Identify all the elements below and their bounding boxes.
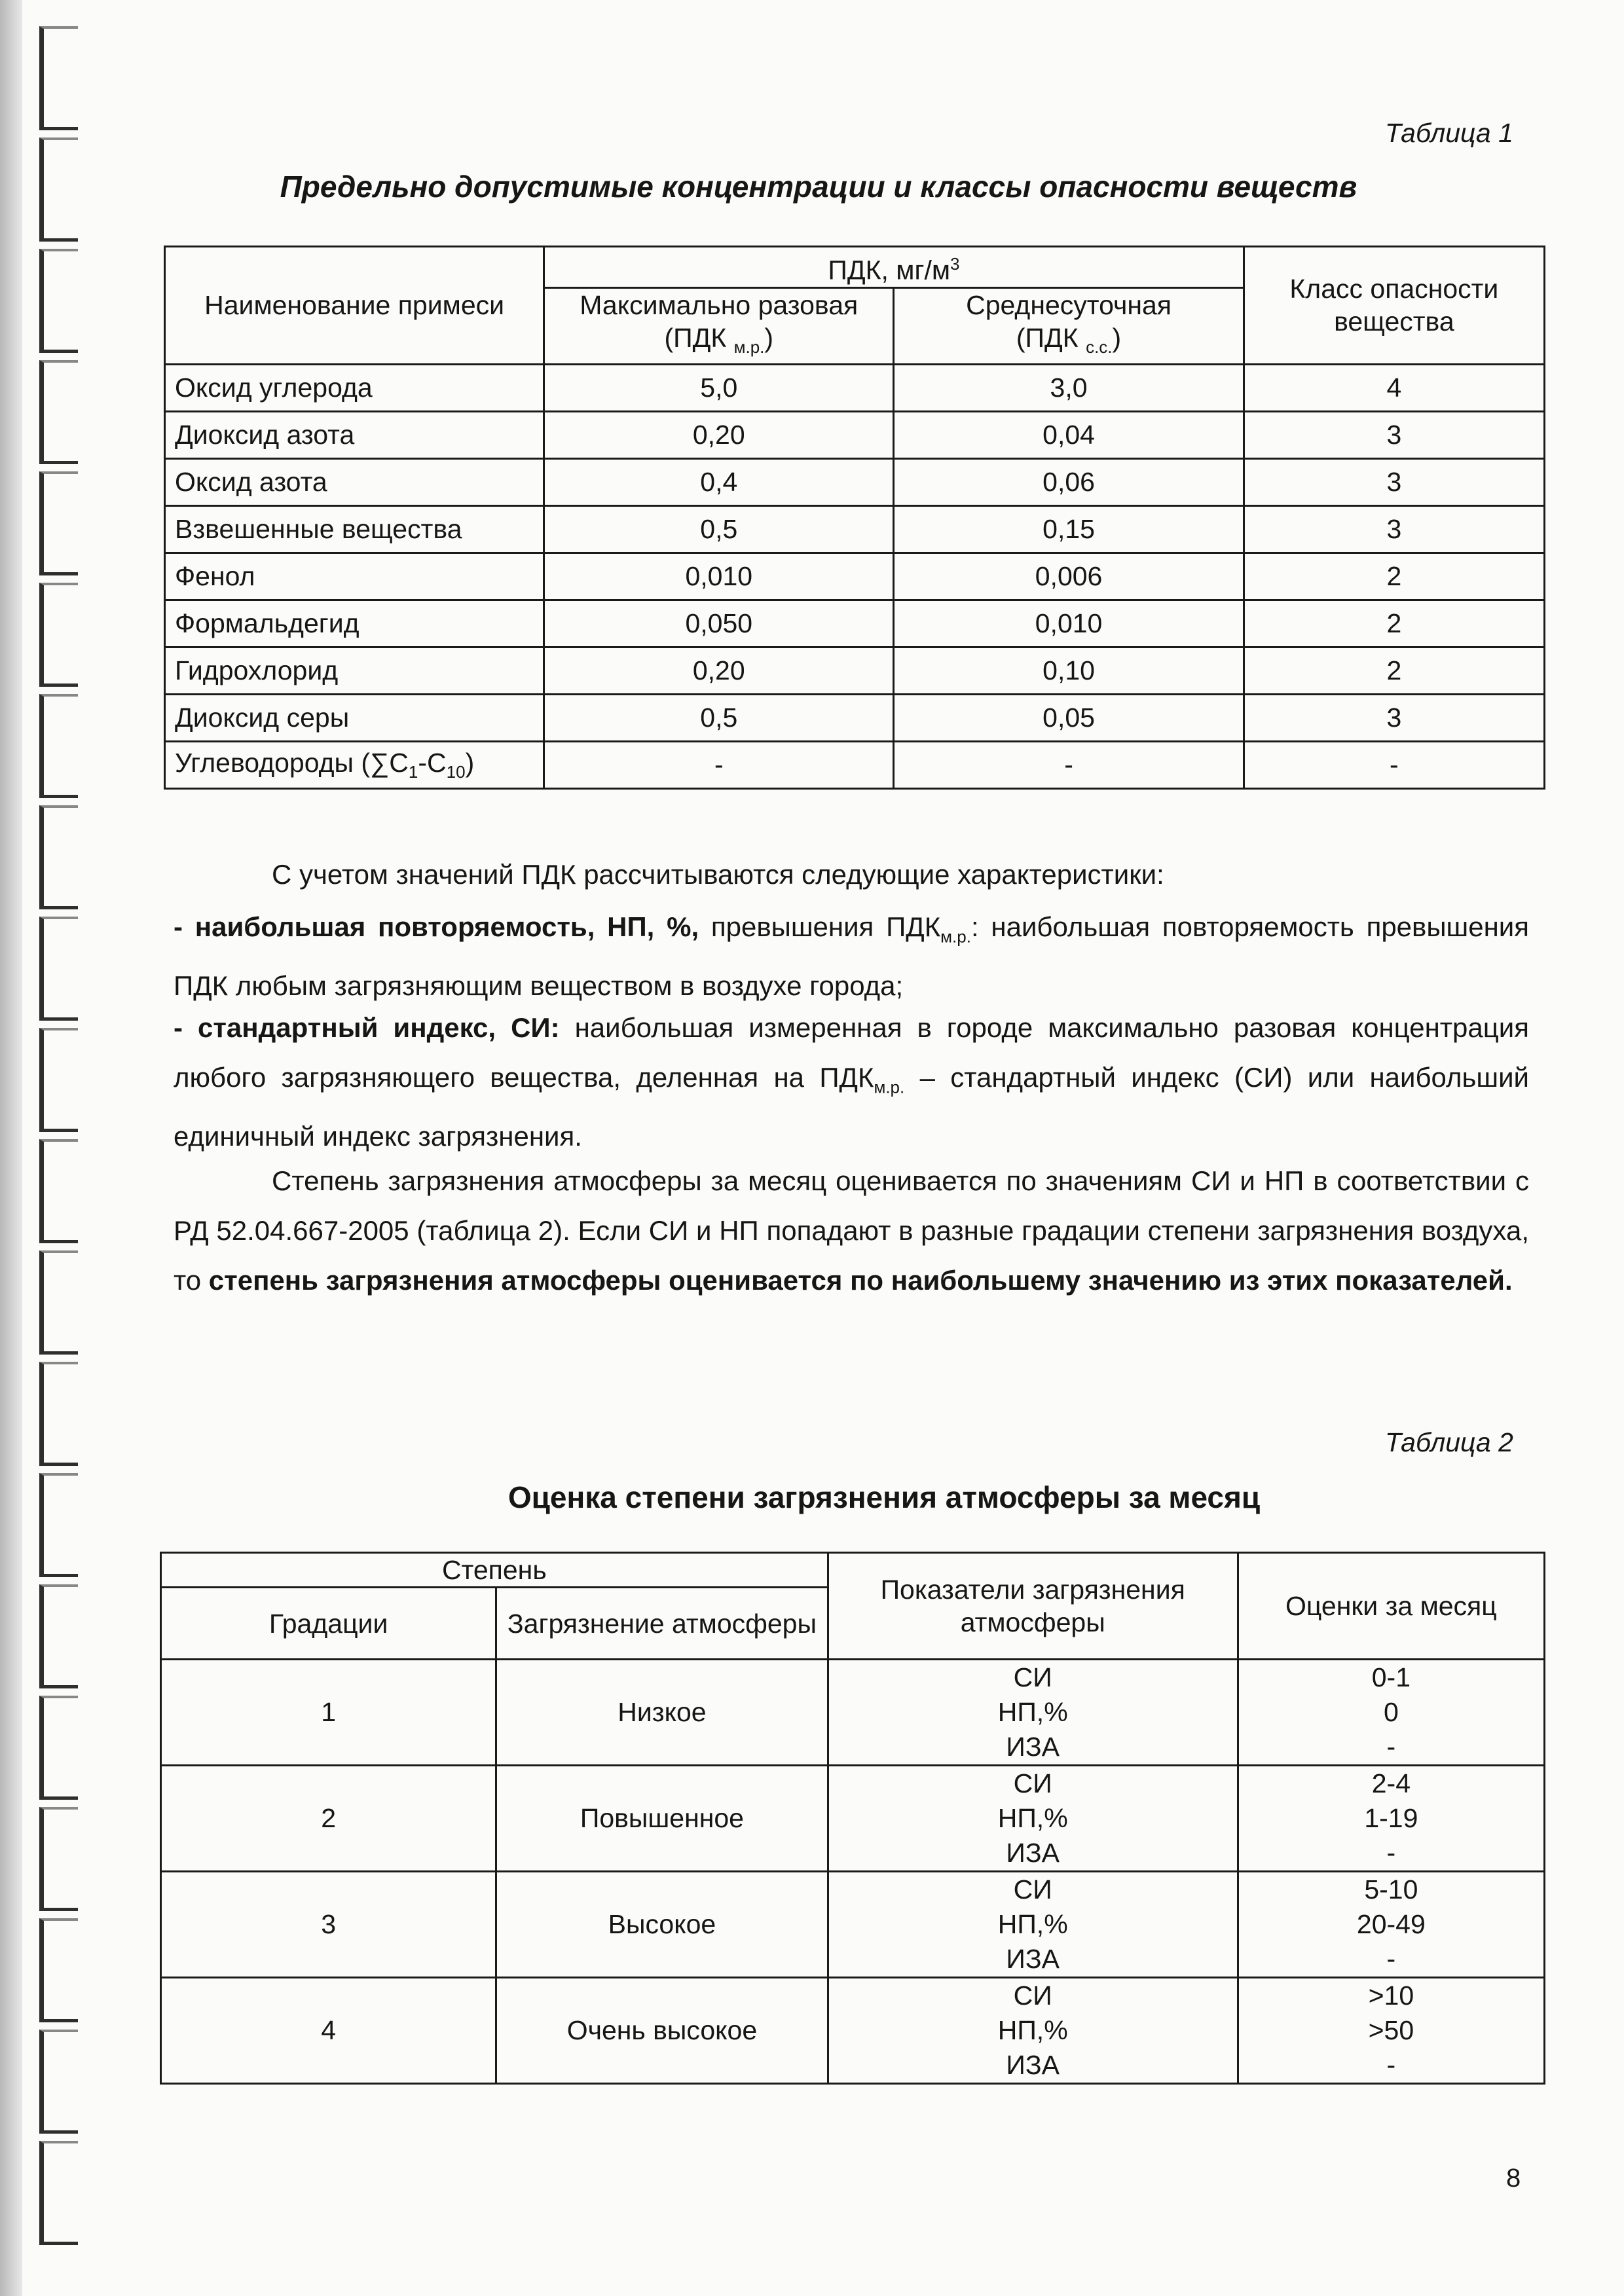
paragraph-assessment: Степень загрязнения атмосферы за месяц оценивается по значениям СИ и НП в соответствии с РД 52.04.667-2005 (таблица 2). Если СИ и НП попадают в разные градации степени загрязнения воздуха, то степень загрязнения атмосферы оценивается по наибольшему значению из этих показателей.	[174, 1165, 1529, 1296]
header-pdk-group: ПДК, $мг/м^3$	[544, 247, 1244, 288]
binding-ring	[39, 2141, 78, 2245]
header-indicators: Показатели загрязнения атмосферы	[828, 1553, 1238, 1660]
table-row: 2 Повышенное СИ НП,% ИЗА 2-4 1-19 -	[161, 1766, 1545, 1872]
table2-caption: Таблица 2	[1385, 1427, 1513, 1457]
pdk-table	[164, 246, 1545, 790]
binding-ring	[39, 137, 78, 242]
binding-ring	[39, 2030, 78, 2134]
paragraph-intro: С учетом значений ПДК рассчитываются следующие характеристики:	[272, 859, 1164, 890]
binding-ring	[39, 471, 78, 575]
header-grades: Градации	[161, 1588, 496, 1660]
header-avg: Среднесуточная (ПДК $_{с.с.}$)	[894, 287, 1244, 364]
binding-ring	[39, 1584, 78, 1688]
binding-ring	[39, 1473, 78, 1577]
spiral-binding	[0, 0, 79, 2296]
binding-ring	[39, 1250, 78, 1355]
binding-ring	[39, 1139, 78, 1243]
header-degree: Степень	[161, 1553, 828, 1588]
header-name: Наименование примеси	[165, 247, 544, 365]
binding-ring	[39, 1696, 78, 1800]
table-row: Взвешенные вещества 0,5 0,15 3	[165, 505, 1545, 553]
header-max: Максимально разовая (ПДК $_{м.р.}$)	[544, 287, 894, 364]
binding-ring	[39, 805, 78, 909]
table-row: 3 Высокое СИ НП,% ИЗА 5-10 20-49 -	[161, 1872, 1545, 1978]
header-estimates: Оценки за месяц	[1238, 1553, 1544, 1660]
table-row: 4 Очень высокое СИ НП,% ИЗА >10 >50 -	[161, 1978, 1545, 2084]
binding-ring	[39, 1918, 78, 2022]
page-number: 8	[1506, 2164, 1521, 2193]
table-row: Углеводороды $(\sum С_1-С_{10})$ - - -	[165, 741, 1545, 788]
hydrocarbons-cell: Углеводороды $(\sum С_1-С_{10})$	[165, 741, 544, 788]
page-edge-shadow	[0, 0, 22, 2296]
pollution-grade-table	[160, 1552, 1545, 2085]
table-row: Диоксид серы 0,5 0,05 3	[165, 694, 1545, 741]
binding-ring	[39, 1807, 78, 1911]
table-row: Гидрохлорид 0,20 0,10 2	[165, 647, 1545, 694]
binding-ring	[39, 694, 78, 798]
paragraph-np: - наибольшая повторяемость, НП, %, превышения $ПДК_{м.р.}$: наибольшая повторяемость превышения ПДК любым загрязняющим веществом в воздухе города;	[174, 911, 1529, 1002]
table-row: Оксид азота 0,4 0,06 3	[165, 458, 1545, 505]
table-row: Формальдегид 0,050 0,010 2	[165, 600, 1545, 647]
binding-ring	[39, 360, 78, 464]
header-class: Класс опасности вещества	[1244, 247, 1544, 365]
binding-ring	[39, 917, 78, 1021]
table1-title: Предельно допустимые концентрации и классы опасности веществ	[280, 170, 1357, 204]
table-row: Оксид углерода 5,0 3,0 4	[165, 364, 1545, 411]
table-row: 1 Низкое СИ НП,% ИЗА 0-1 0 -	[161, 1660, 1545, 1766]
table2-title: Оценка степени загрязнения атмосферы за месяц	[507, 1480, 1261, 1514]
table-row: Фенол 0,010 0,006 2	[165, 553, 1545, 600]
binding-ring	[39, 1362, 78, 1466]
binding-ring	[39, 583, 78, 687]
table1-caption: Таблица 1	[1385, 118, 1513, 148]
header-pollution: Загрязнение атмосферы	[496, 1588, 828, 1660]
binding-ring	[39, 249, 78, 353]
table-row: Диоксид азота 0,20 0,04 3	[165, 411, 1545, 458]
binding-ring	[39, 1028, 78, 1132]
binding-ring	[39, 26, 78, 130]
paragraph-si: - стандартный индекс, СИ: наибольшая измеренная в городе максимально разовая концентрация любого загрязняющего вещества, деленная на $ПДК_{м.р.}$ – стандартный индекс (СИ) или наибольший единичный индекс загрязнения.	[174, 1012, 1530, 1152]
